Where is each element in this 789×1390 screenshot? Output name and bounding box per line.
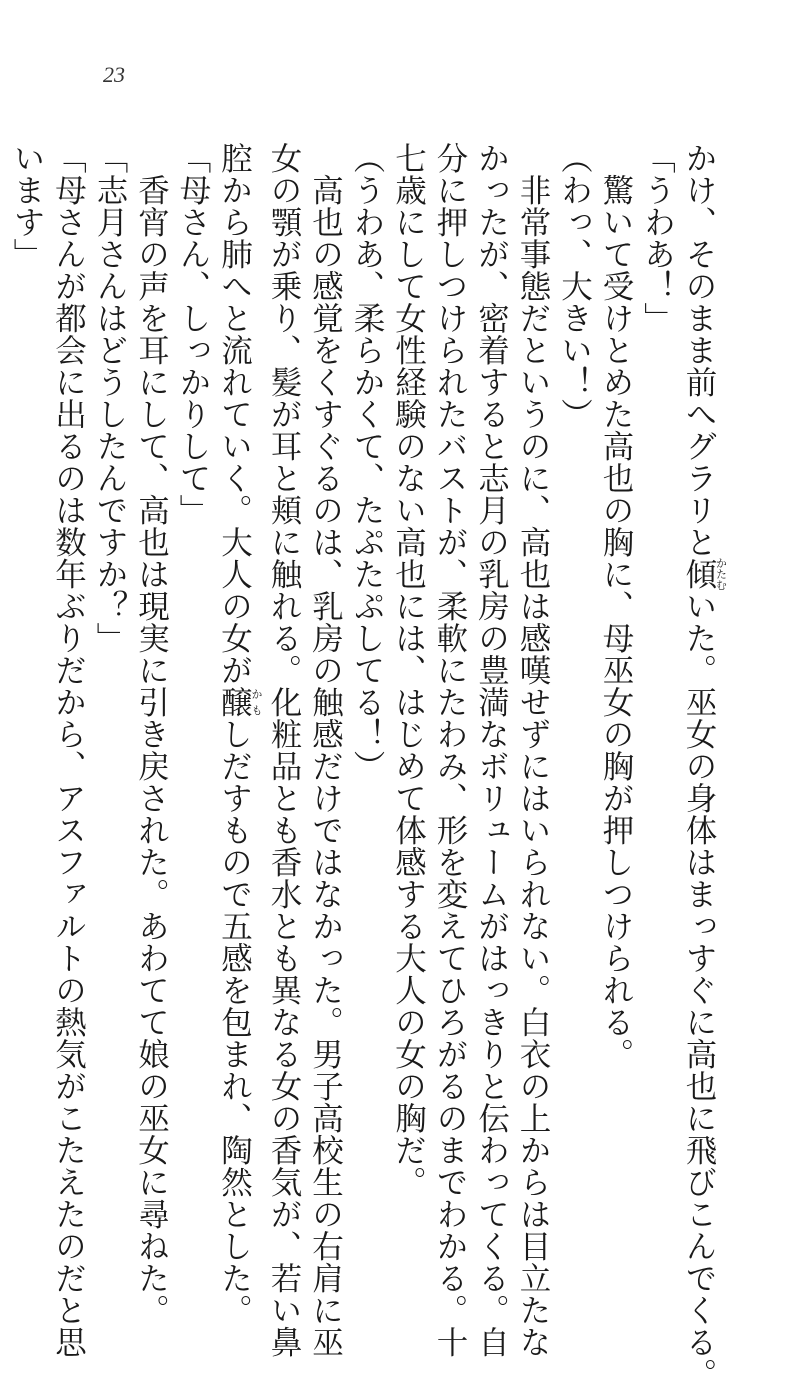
text-line: 非常事態だというのに、高也は感嘆せずにはいられない。白衣の上からは目立たな: [515, 142, 551, 1358]
text-line: （わっ、大きい！）: [556, 142, 593, 430]
text-line: 女の顎が乗り、髪が耳と頬に触れる。化粧品とも香水とも異なる女の香気が、若い鼻: [266, 142, 302, 1358]
novel-text-body: [6, 142, 728, 1390]
text-line: かけ、そのまま前へグラリと傾かたむいた。巫女の身体はまっすぐに高也に飛びこんでくる。: [681, 142, 728, 1390]
ruby-kamo: 醸かも: [216, 686, 263, 718]
text-line: います」: [9, 142, 45, 270]
text-line: 香宵の声を耳にして、高也は現実に引き戻された。あわてて娘の巫女に尋ねた。: [133, 142, 170, 1326]
ruby-katamu: 傾かたむ: [681, 557, 728, 591]
text-line: （うわあ、柔らかくて、たぷたぷしてる！）: [349, 142, 385, 782]
text-line: 高也の感覚をくすぐるのは、乳房の触感だけではなかった。男子高校生の右肩に巫: [307, 142, 344, 1358]
text-line: 「母さん、しっかりして」: [175, 142, 211, 526]
text-line: 七歳にして女性経験のない高也には、はじめて体感する大人の女の胸だ。: [390, 142, 427, 1198]
text-line: 分に押しつけられたバストが、柔軟にたわみ、形を変えてひろがるのまでわかる。十: [432, 142, 468, 1358]
text-line: 「うわあ！」: [639, 142, 676, 334]
text-line: かったが、密着すると志月の乳房の豊満なボリュームがはっきりと伝わってくる。自: [473, 142, 510, 1358]
text-line: 「志月さんはどうしたんですか？」: [92, 142, 128, 654]
text-line: 「母さんが都会に出るのは数年ぶりだから、アスファルトの熱気がこたえたのだと思: [50, 142, 87, 1358]
page-number: 23: [103, 62, 125, 87]
text-line: 驚いて受けとめた高也の胸に、母巫女の胸が押しつけられる。: [598, 142, 634, 1070]
text-line: 腔から肺へと流れていく。大人の女が醸かもしだすもので五感を包まれ、陶然とした。: [216, 142, 263, 1326]
